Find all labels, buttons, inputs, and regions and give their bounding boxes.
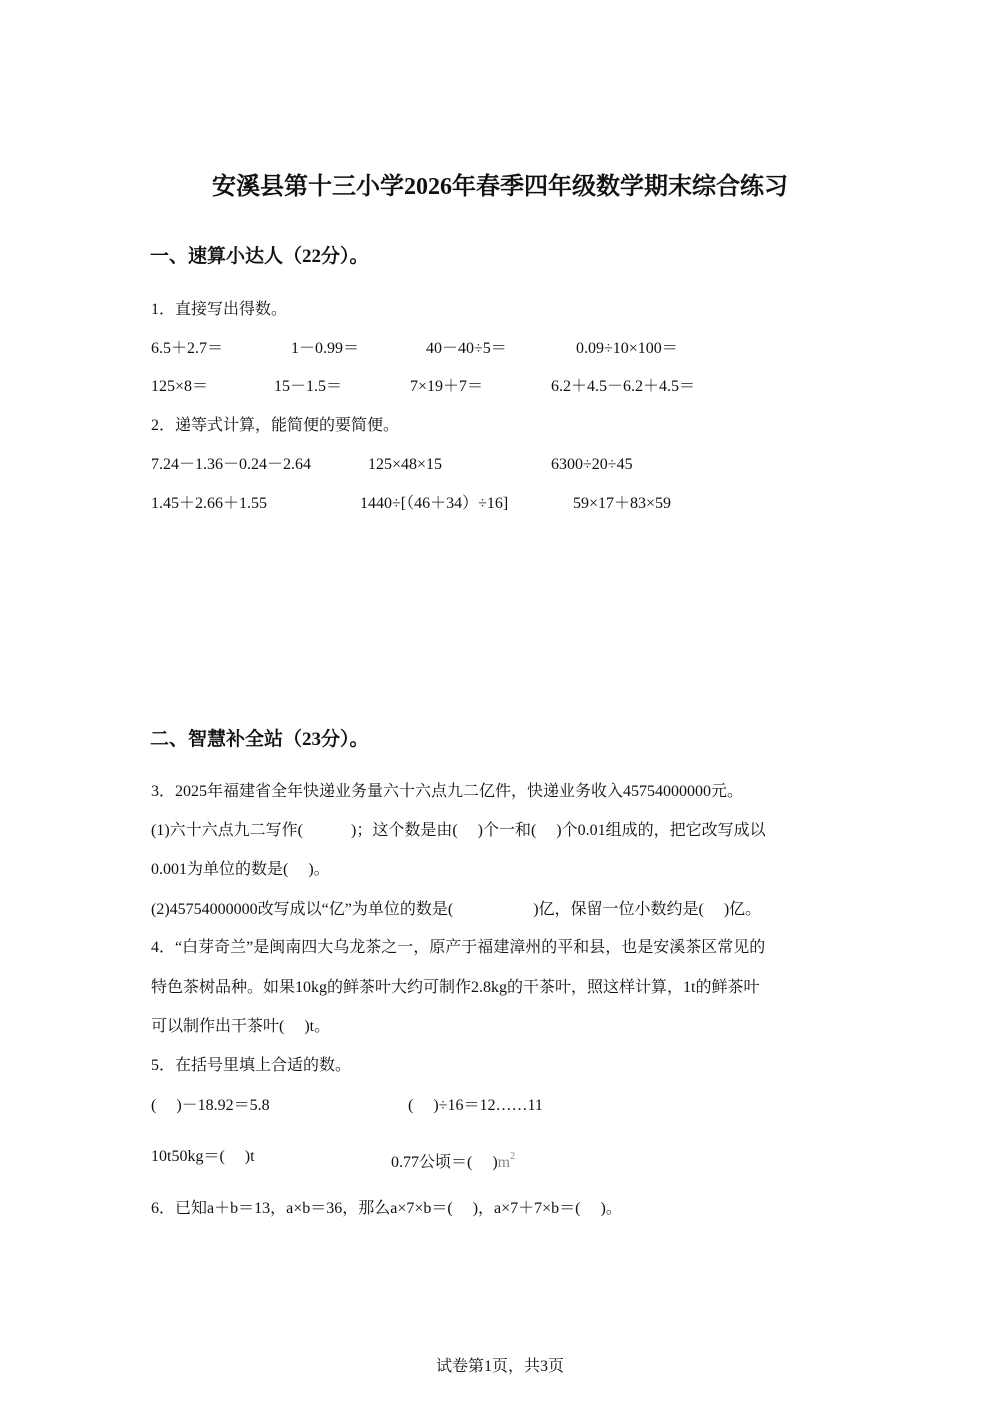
question-5-prompt: 5．在括号里填上合适的数。 (151, 1057, 352, 1074)
question-3-stem: 3．2025年福建省全年快递业务量六十六点九二亿件，快递业务收入45754000000元。 (151, 783, 744, 800)
q1-expression: 125×8＝ (151, 378, 209, 395)
section-1-heading: 一、速算小达人（22分）。 (150, 246, 369, 267)
q2-expression: 125×48×15 (368, 456, 443, 473)
area-unit: m (497, 1154, 511, 1171)
q5-item: 10t50kg＝( )t (151, 1148, 255, 1165)
question-3-part1-line2: 0.001为单位的数是( )。 (151, 861, 330, 878)
q5-item: ( )÷16＝12……11 (408, 1097, 543, 1114)
q1-expression: 0.09÷10×100＝ (576, 340, 678, 357)
q5-item-text: 0.77公顷＝( ) (391, 1154, 498, 1171)
page-footer: 试卷第1页，共3页 (435, 1358, 564, 1375)
q1-expression: 7×19＋7＝ (410, 378, 484, 395)
unit-superscript: 2 (510, 1151, 516, 1162)
q5-item (391, 1147, 515, 1173)
question-4-line2: 特色茶树品种。如果10kg的鲜茶叶大约可制作2.8kg的干茶叶，照这样计算，1t的鲜茶叶 (151, 979, 760, 996)
question-3-part1-line1: (1)六十六点九二写作( )；这个数是由( )个一和( )个0.01组成的，把它改写成以 (151, 822, 766, 839)
q1-expression: 1－0.99＝ (291, 340, 360, 357)
section-2-heading: 二、智慧补全站（23分）。 (150, 729, 369, 750)
q1-expression: 15－1.5＝ (274, 378, 343, 395)
q1-expression: 6.5＋2.7＝ (151, 340, 224, 357)
question-6: 6．已知a＋b＝13，a×b＝36，那么a×7×b＝( )，a×7＋7×b＝( )。 (151, 1200, 622, 1217)
q1-expression: 6.2＋4.5－6.2＋4.5＝ (551, 378, 696, 395)
question-4-line1: 4．“白芽奇兰”是闽南四大乌龙茶之一，原产于福建漳州的平和县，也是安溪茶区常见的 (151, 939, 766, 956)
page-title: 安溪县第十三小学2026年春季四年级数学期末综合练习 (212, 174, 788, 200)
question-3-part2: (2)45754000000改写成以“亿”为单位的数是( )亿，保留一位小数约是( )亿。 (151, 901, 762, 918)
q2-expression: 1440÷[（46＋34）÷16] (360, 495, 509, 512)
q2-expression: 1.45＋2.66＋1.55 (151, 495, 268, 512)
q1-expression: 40－40÷5＝ (426, 340, 507, 357)
question-1-prompt: 1．直接写出得数。 (151, 301, 288, 318)
question-4-line3: 可以制作出干茶叶( )t。 (151, 1018, 331, 1035)
q2-expression: 6300÷20÷45 (551, 456, 633, 473)
q2-expression: 59×17＋83×59 (573, 495, 672, 512)
q2-expression: 7.24－1.36－0.24－2.64 (151, 456, 312, 473)
question-2-prompt: 2．递等式计算，能简便的要简便。 (151, 417, 400, 434)
q5-item: ( )－18.92＝5.8 (151, 1097, 270, 1114)
